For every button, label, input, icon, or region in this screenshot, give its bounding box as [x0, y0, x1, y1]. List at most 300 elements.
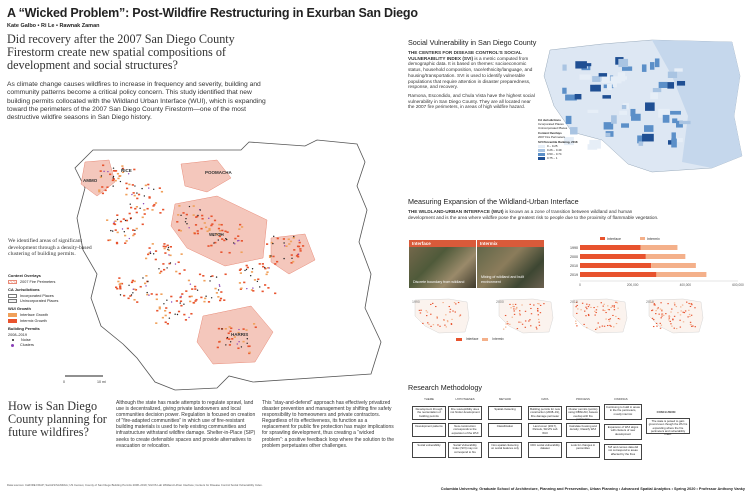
mini-map-patch — [660, 323, 661, 324]
county-development-map — [5, 138, 395, 393]
map-legend — [8, 270, 103, 348]
mini-map-patch — [694, 307, 695, 308]
mini-map-patch — [584, 311, 585, 312]
wui-growth-patch — [214, 288, 216, 290]
flowchart-cell: Social Vulnerability Index (SVI) may not correspond to fire — [448, 442, 482, 458]
wui-growth-patch — [164, 252, 166, 254]
noise-point — [146, 292, 147, 293]
wui-growth-patch — [126, 240, 128, 242]
mini-map-patch — [605, 318, 606, 319]
chart-bar — [580, 272, 656, 277]
cluster-point — [208, 218, 209, 219]
mini-map-patch — [521, 304, 522, 305]
unincorporated-swatch — [8, 299, 17, 303]
svi-tract — [650, 92, 658, 99]
legend-item: 2007 Fire Perimeters — [20, 280, 56, 284]
mini-map-patch — [654, 303, 655, 304]
mini-map-patch — [422, 323, 423, 324]
mini-map-patch — [616, 323, 617, 324]
mini-map-patch — [575, 321, 576, 322]
wui-growth-patch — [276, 261, 278, 263]
mini-map-patch — [442, 302, 443, 303]
wui-growth-patch — [199, 274, 201, 276]
wui-growth-patch — [146, 208, 148, 210]
wui-growth-patch — [217, 296, 219, 298]
noise-point — [185, 218, 186, 219]
noise-point — [283, 242, 284, 243]
wui-growth-patch — [241, 226, 243, 228]
mini-map-patch — [610, 307, 611, 308]
flowchart-cell: Calculate housing and density; Classify WUI — [566, 423, 600, 437]
mini-map-patch — [690, 322, 691, 323]
mini-map-patch — [670, 323, 671, 324]
wui-growth-patch — [134, 195, 136, 197]
noise-point — [150, 253, 151, 254]
flowchart-cell: Fire susceptibility does not hinder development — [448, 406, 482, 420]
mini-map-patch — [665, 313, 666, 314]
mini-map-patch — [517, 328, 518, 329]
svi-tract — [622, 76, 627, 79]
wui-growth-patch — [123, 218, 125, 220]
planning-question: How is San Diego County planning for future wildfires? — [8, 399, 107, 439]
chart-bar — [656, 272, 706, 277]
mini-map-patch — [525, 327, 526, 328]
mini-map-patch — [680, 310, 681, 311]
flowchart-cell: Classification — [488, 423, 522, 437]
mini-map-county — [415, 299, 469, 333]
fire-swatch — [8, 280, 17, 284]
mini-map-patch — [446, 326, 447, 327]
wui-growth-patch — [125, 183, 127, 185]
mini-map-legend-swatch — [482, 338, 488, 341]
mini-map-patch — [596, 309, 597, 310]
wui-growth-patch — [195, 216, 197, 218]
wui-growth-patch — [207, 245, 209, 247]
wui-growth-patch — [159, 187, 161, 189]
svi-tract — [670, 111, 681, 115]
wui-growth-patch — [117, 173, 119, 175]
wui-growth-patch — [251, 271, 253, 273]
mini-map-patch — [503, 329, 504, 330]
wui-growth-patch — [210, 215, 212, 217]
wui-growth-patch — [146, 294, 148, 296]
mini-map-patch — [505, 327, 506, 328]
noise-point — [183, 303, 184, 304]
noise-point — [141, 188, 142, 189]
wui-growth-patch — [197, 230, 199, 232]
wui-growth-patch — [200, 228, 202, 230]
mini-map-patch — [612, 305, 613, 306]
noise-point — [180, 302, 181, 303]
mini-map-patch — [676, 328, 677, 329]
legend-item: Interface Growth — [20, 313, 49, 318]
chart-category-label: 2019 — [570, 273, 578, 277]
mini-map-legend-label: Interface — [466, 337, 479, 341]
authors: Kate Galbo • Ri Le • Rawnak Zaman — [7, 23, 100, 29]
wui-growth-patch — [169, 312, 171, 314]
wui-growth-patch — [298, 246, 300, 248]
mini-map-patch — [676, 306, 677, 307]
cluster-point — [298, 253, 299, 254]
cluster-point — [188, 227, 189, 228]
svi-tract — [663, 115, 670, 123]
svi-tract — [619, 111, 627, 115]
legend-permits-years: 2008–2019 — [8, 332, 28, 337]
noise-point — [200, 209, 201, 210]
mini-map-patch — [614, 306, 615, 307]
wui-growth-patch — [176, 221, 178, 223]
planning-paragraph-2: This “stay-and-defend” approach has effectively privatized disaster prevention and management by shifting fire safety responsibility to homeowners and private contractors. Regardless of its effectiveness, its function as a replacement for public fire protection has major implications for sprawling development, thus creating a “wicked problem”: a positive feedback loop where the solution to the problem perpetuates other challenges. — [262, 400, 395, 449]
chart-bar — [641, 245, 678, 250]
wui-growth-patch — [240, 251, 242, 253]
svi-tract — [642, 64, 647, 71]
wui-growth-patch — [197, 233, 199, 235]
cluster-point — [268, 267, 269, 268]
mini-map-patch — [670, 311, 671, 312]
mini-map-patch — [597, 306, 598, 307]
svi-ramp-swatch — [538, 153, 545, 156]
mini-map-patch — [426, 315, 427, 316]
flowchart-column-header: HYPOTHESES — [455, 397, 475, 401]
wui-growth-patch — [243, 282, 245, 284]
noise-point — [112, 185, 113, 186]
wui-growth-patch — [218, 224, 220, 226]
mini-map-patch — [615, 316, 616, 317]
wui-growth-patch — [163, 243, 165, 245]
flowchart-cell: Social vulnerability — [412, 442, 446, 458]
chart-legend-label: Interface — [607, 237, 621, 241]
region-label-witch: WITCH — [209, 232, 224, 237]
noise-point — [264, 267, 265, 268]
wui-growth-patch — [167, 323, 169, 325]
svi-tract — [644, 125, 653, 132]
noise-point — [134, 230, 135, 231]
mini-map-patch — [449, 306, 450, 307]
wui-growth-patch — [145, 185, 147, 187]
wui-heading: Measuring Expansion of the Wildland-Urban Interface — [408, 197, 579, 206]
wui-growth-patch — [106, 219, 108, 221]
mini-map-patch — [450, 309, 451, 310]
mini-map-patch — [519, 313, 520, 314]
noise-point — [241, 346, 242, 347]
chart-bar — [580, 263, 651, 268]
noise-point — [163, 303, 164, 304]
wui-growth-patch — [225, 273, 227, 275]
mini-map-patch — [514, 310, 515, 311]
mini-map-patch — [671, 326, 672, 327]
mini-map-patch — [610, 318, 611, 319]
wui-growth-patch — [296, 255, 298, 257]
wui-growth-patch — [130, 207, 132, 209]
svi-tract — [610, 76, 621, 83]
poster-title: A “Wicked Problem”: Post-Wildfire Restructuring in Exurban San Diego — [7, 6, 418, 20]
methodology-heading: Research Methodology — [408, 383, 482, 392]
cluster-point — [168, 254, 169, 255]
noise-point — [225, 344, 226, 345]
wui-growth-patch — [144, 283, 146, 285]
svi-tract — [587, 110, 598, 113]
wui-growth-patch — [159, 308, 161, 310]
wui-growth-patch — [136, 212, 138, 214]
noise-point — [153, 189, 154, 190]
svi-tract — [622, 66, 632, 70]
mini-map-patch — [660, 302, 661, 303]
mini-map-patch — [445, 314, 446, 315]
wui-growth-patch — [180, 300, 182, 302]
wui-growth-patch — [156, 310, 158, 312]
mini-map-patch — [452, 310, 453, 311]
mini-map-2019 — [643, 296, 707, 336]
mini-map-patch — [575, 306, 576, 307]
svi-tract — [653, 88, 661, 92]
wui-growth-patch — [115, 287, 117, 289]
wui-growth-patch — [133, 192, 135, 194]
chart-bar — [580, 245, 641, 250]
wui-growth-patch — [274, 263, 276, 265]
wui-growth-patch — [291, 254, 293, 256]
interface-photo — [409, 240, 476, 288]
legend-context-title: Context Overlays — [8, 273, 41, 278]
mini-map-patch — [455, 311, 456, 312]
svi-tract — [562, 65, 566, 71]
noise-point — [144, 195, 145, 196]
mini-map-patch — [585, 315, 586, 316]
wui-growth-patch — [194, 300, 196, 302]
wui-growth-patch — [186, 214, 188, 216]
noise-point — [142, 277, 143, 278]
wui-growth-patch — [240, 268, 242, 270]
wui-growth-patch — [155, 202, 157, 204]
mini-map-patch — [444, 325, 445, 326]
mini-map-patch — [575, 323, 576, 324]
noise-point — [210, 276, 211, 277]
interface-photo-caption: Discrete boundary from wildland — [413, 279, 465, 284]
wui-growth-patch — [180, 305, 182, 307]
wui-growth-patch — [147, 254, 149, 256]
wui-growth-patch — [178, 205, 180, 207]
noise-point — [259, 286, 260, 287]
wui-growth-patch — [292, 261, 294, 263]
cluster-point — [145, 285, 146, 286]
mini-map-patch — [660, 309, 661, 310]
noise-point — [272, 243, 273, 244]
wui-growth-patch — [259, 263, 261, 265]
wui-growth-patch — [223, 299, 225, 301]
mini-map-patch — [601, 302, 602, 303]
mini-map-patch — [688, 310, 689, 311]
wui-growth-patch — [245, 329, 247, 331]
svi-tract — [580, 74, 591, 79]
flowchart-finding: Continuing to build in areas in the fire perimeters, mostly intermix — [604, 404, 642, 420]
legend-jurisdictions-title: CA Jurisdictions — [8, 287, 40, 292]
mini-map-patch — [654, 304, 655, 305]
mini-map-2010 — [567, 296, 631, 336]
wui-growth-patch — [288, 243, 290, 245]
wui-growth-patch — [106, 186, 108, 188]
noise-point — [246, 269, 247, 270]
mini-map-patch — [528, 320, 529, 321]
region-label-rice: RICE — [121, 168, 132, 173]
flowchart-cell: Spatial clustering — [488, 406, 522, 420]
planning-paragraph-1: Although the state has made attempts to regulate sprawl, land use is decentralized, giving private landowners and local communities decision power. Regulation is focused on creation of “fire-adapted communities” in which use of fire-resistant building materials is used to help existing communities and infrastructure withstand wildfire damage. Shelter-in-Place (SIP) seeks to create defensible spaces and provide alternatives to evacuation or relocation. — [116, 400, 256, 449]
mini-map-patch — [685, 310, 686, 311]
wui-growth-patch — [124, 235, 126, 237]
noise-point — [128, 285, 129, 286]
wui-growth-patch — [252, 290, 254, 292]
mini-map-patch — [538, 303, 539, 304]
svi-tract — [667, 82, 674, 89]
wui-growth-patch — [155, 250, 157, 252]
noise-point — [167, 249, 168, 250]
wui-growth-patch — [194, 233, 196, 235]
interface-photo-label: Interface — [409, 240, 476, 247]
svi-tract — [659, 82, 668, 88]
mini-map-patch — [435, 306, 436, 307]
mini-map-patch — [454, 302, 455, 303]
legend-item: Noise — [21, 337, 31, 342]
mini-map-patch — [655, 313, 656, 314]
mini-map-patch — [686, 302, 687, 303]
noise-point — [283, 258, 284, 259]
wui-growth-patch — [228, 332, 230, 334]
mini-map-patch — [427, 312, 428, 313]
noise-point — [216, 276, 217, 277]
wui-growth-patch — [220, 298, 222, 300]
wui-growth-patch — [177, 214, 179, 216]
noise-point — [227, 337, 228, 338]
mini-map-patch — [530, 325, 531, 326]
mini-map-patch — [580, 309, 581, 310]
wui-growth-patch — [159, 272, 161, 274]
wui-lead: THE WILDLAND-URBAN INTERFACE (WUI) — [408, 209, 504, 214]
mini-map-patch — [656, 326, 657, 327]
mini-map-patch — [427, 322, 428, 323]
svi-tract — [602, 95, 611, 98]
cluster-point — [180, 296, 181, 297]
mini-map-patch — [515, 304, 516, 305]
legend-item: Intermix Growth — [20, 318, 47, 323]
mini-map-patch — [691, 304, 692, 305]
wui-growth-patch — [114, 220, 116, 222]
wui-growth-patch — [109, 174, 111, 176]
svi-legend-jur-title: CA Jurisdictions — [538, 118, 561, 122]
wui-growth-patch — [165, 246, 167, 248]
mini-map-patch — [674, 316, 675, 317]
wui-growth-patch — [210, 225, 212, 227]
wui-growth-patch — [240, 287, 242, 289]
wui-growth-patch — [131, 282, 133, 284]
cluster-point — [237, 240, 238, 241]
wui-growth-patch — [125, 194, 127, 196]
mini-map-patch — [536, 327, 537, 328]
mini-map-county — [649, 299, 703, 333]
mini-map-patch — [540, 312, 541, 313]
wui-growth-patch — [193, 302, 195, 304]
mini-map-patch — [433, 324, 434, 325]
svi-legend-item: Unincorporated Places — [538, 126, 568, 130]
svi-body-2: Ramona, Escondido, and Chula Vista have the highest social vulnerability in San Diego County. They are all located near the 2007 fire perimeters, in areas of high wildfire hazard. — [408, 92, 535, 110]
mini-map-patch — [536, 328, 537, 329]
wui-growth-patch — [223, 240, 225, 242]
wui-growth-patch — [112, 180, 114, 182]
mini-map-patch — [449, 311, 450, 312]
noise-point — [293, 236, 294, 237]
mini-map-patch — [419, 310, 420, 311]
mini-map-patch — [525, 320, 526, 321]
wui-growth-patch — [208, 301, 210, 303]
wui-growth-patch — [247, 267, 249, 269]
noise-point — [244, 270, 245, 271]
svi-tract — [622, 105, 626, 109]
chart-tick-label: 400,000 — [679, 283, 692, 287]
noise-point — [185, 221, 186, 222]
mini-map-patch — [444, 320, 445, 321]
chart-bar — [646, 254, 686, 259]
cluster-point — [122, 228, 123, 229]
wui-growth-patch — [117, 232, 119, 234]
wui-growth-patch — [201, 215, 203, 217]
wui-growth-patch — [133, 169, 135, 171]
cluster-point — [219, 286, 220, 287]
noise-point — [112, 177, 113, 178]
wui-growth-patch — [249, 352, 251, 354]
wui-growth-patch — [201, 218, 203, 220]
noise-point — [174, 314, 175, 315]
svi-lead: THE CENTERS FOR DISEASE CONTROL’S SOCIAL VULNERABILITY INDEX (SVI) — [408, 50, 522, 61]
cluster-point — [190, 283, 191, 284]
wui-growth-patch — [142, 223, 144, 225]
research-question: Did recovery after the 2007 San Diego County Firestorm create new spatial compositions of development and social structures? — [7, 32, 235, 72]
mini-map-patch — [512, 317, 513, 318]
wui-text — [408, 209, 660, 221]
wui-growth-patch — [202, 275, 204, 277]
wui-growth-patch — [155, 259, 157, 261]
noise-point — [205, 296, 206, 297]
wui-growth-patch — [165, 315, 167, 317]
wui-growth-patch — [113, 223, 115, 225]
mini-map-patch — [614, 309, 615, 310]
mini-map-patch — [586, 304, 587, 305]
mini-map-patch — [668, 319, 669, 320]
noise-point — [131, 294, 132, 295]
mini-map-patch — [680, 314, 681, 315]
cluster-point — [129, 238, 130, 239]
mini-map-patch — [684, 312, 685, 313]
mini-map-patch — [656, 323, 657, 324]
flowchart-column-header: METHOD — [498, 397, 512, 401]
cluster-point — [234, 243, 235, 244]
noise-point — [213, 242, 214, 243]
mini-map-patch — [522, 324, 523, 325]
svi-tract — [611, 115, 617, 124]
chart-category-label: 2010 — [570, 264, 578, 268]
wui-growth-patch — [155, 322, 157, 324]
wui-growth-patch — [193, 205, 195, 207]
flowchart-cell: Look for changes in percentiles — [566, 442, 600, 458]
wui-growth-patch — [128, 184, 130, 186]
cluster-point — [246, 288, 247, 289]
mini-map-patch — [451, 319, 452, 320]
wui-growth-patch — [129, 213, 131, 215]
flowchart-cell: Land cover (2017), Parcels, SILVIS Lab WUI — [528, 423, 562, 437]
wui-growth-patch — [217, 347, 219, 349]
svi-tract — [599, 73, 607, 76]
mini-map-patch — [599, 326, 600, 327]
mini-map-patch — [653, 319, 654, 320]
wui-growth-patch — [145, 275, 147, 277]
svi-ramp-label: 0.26 – 0.49 — [547, 148, 562, 152]
wui-growth-patch — [151, 293, 153, 295]
